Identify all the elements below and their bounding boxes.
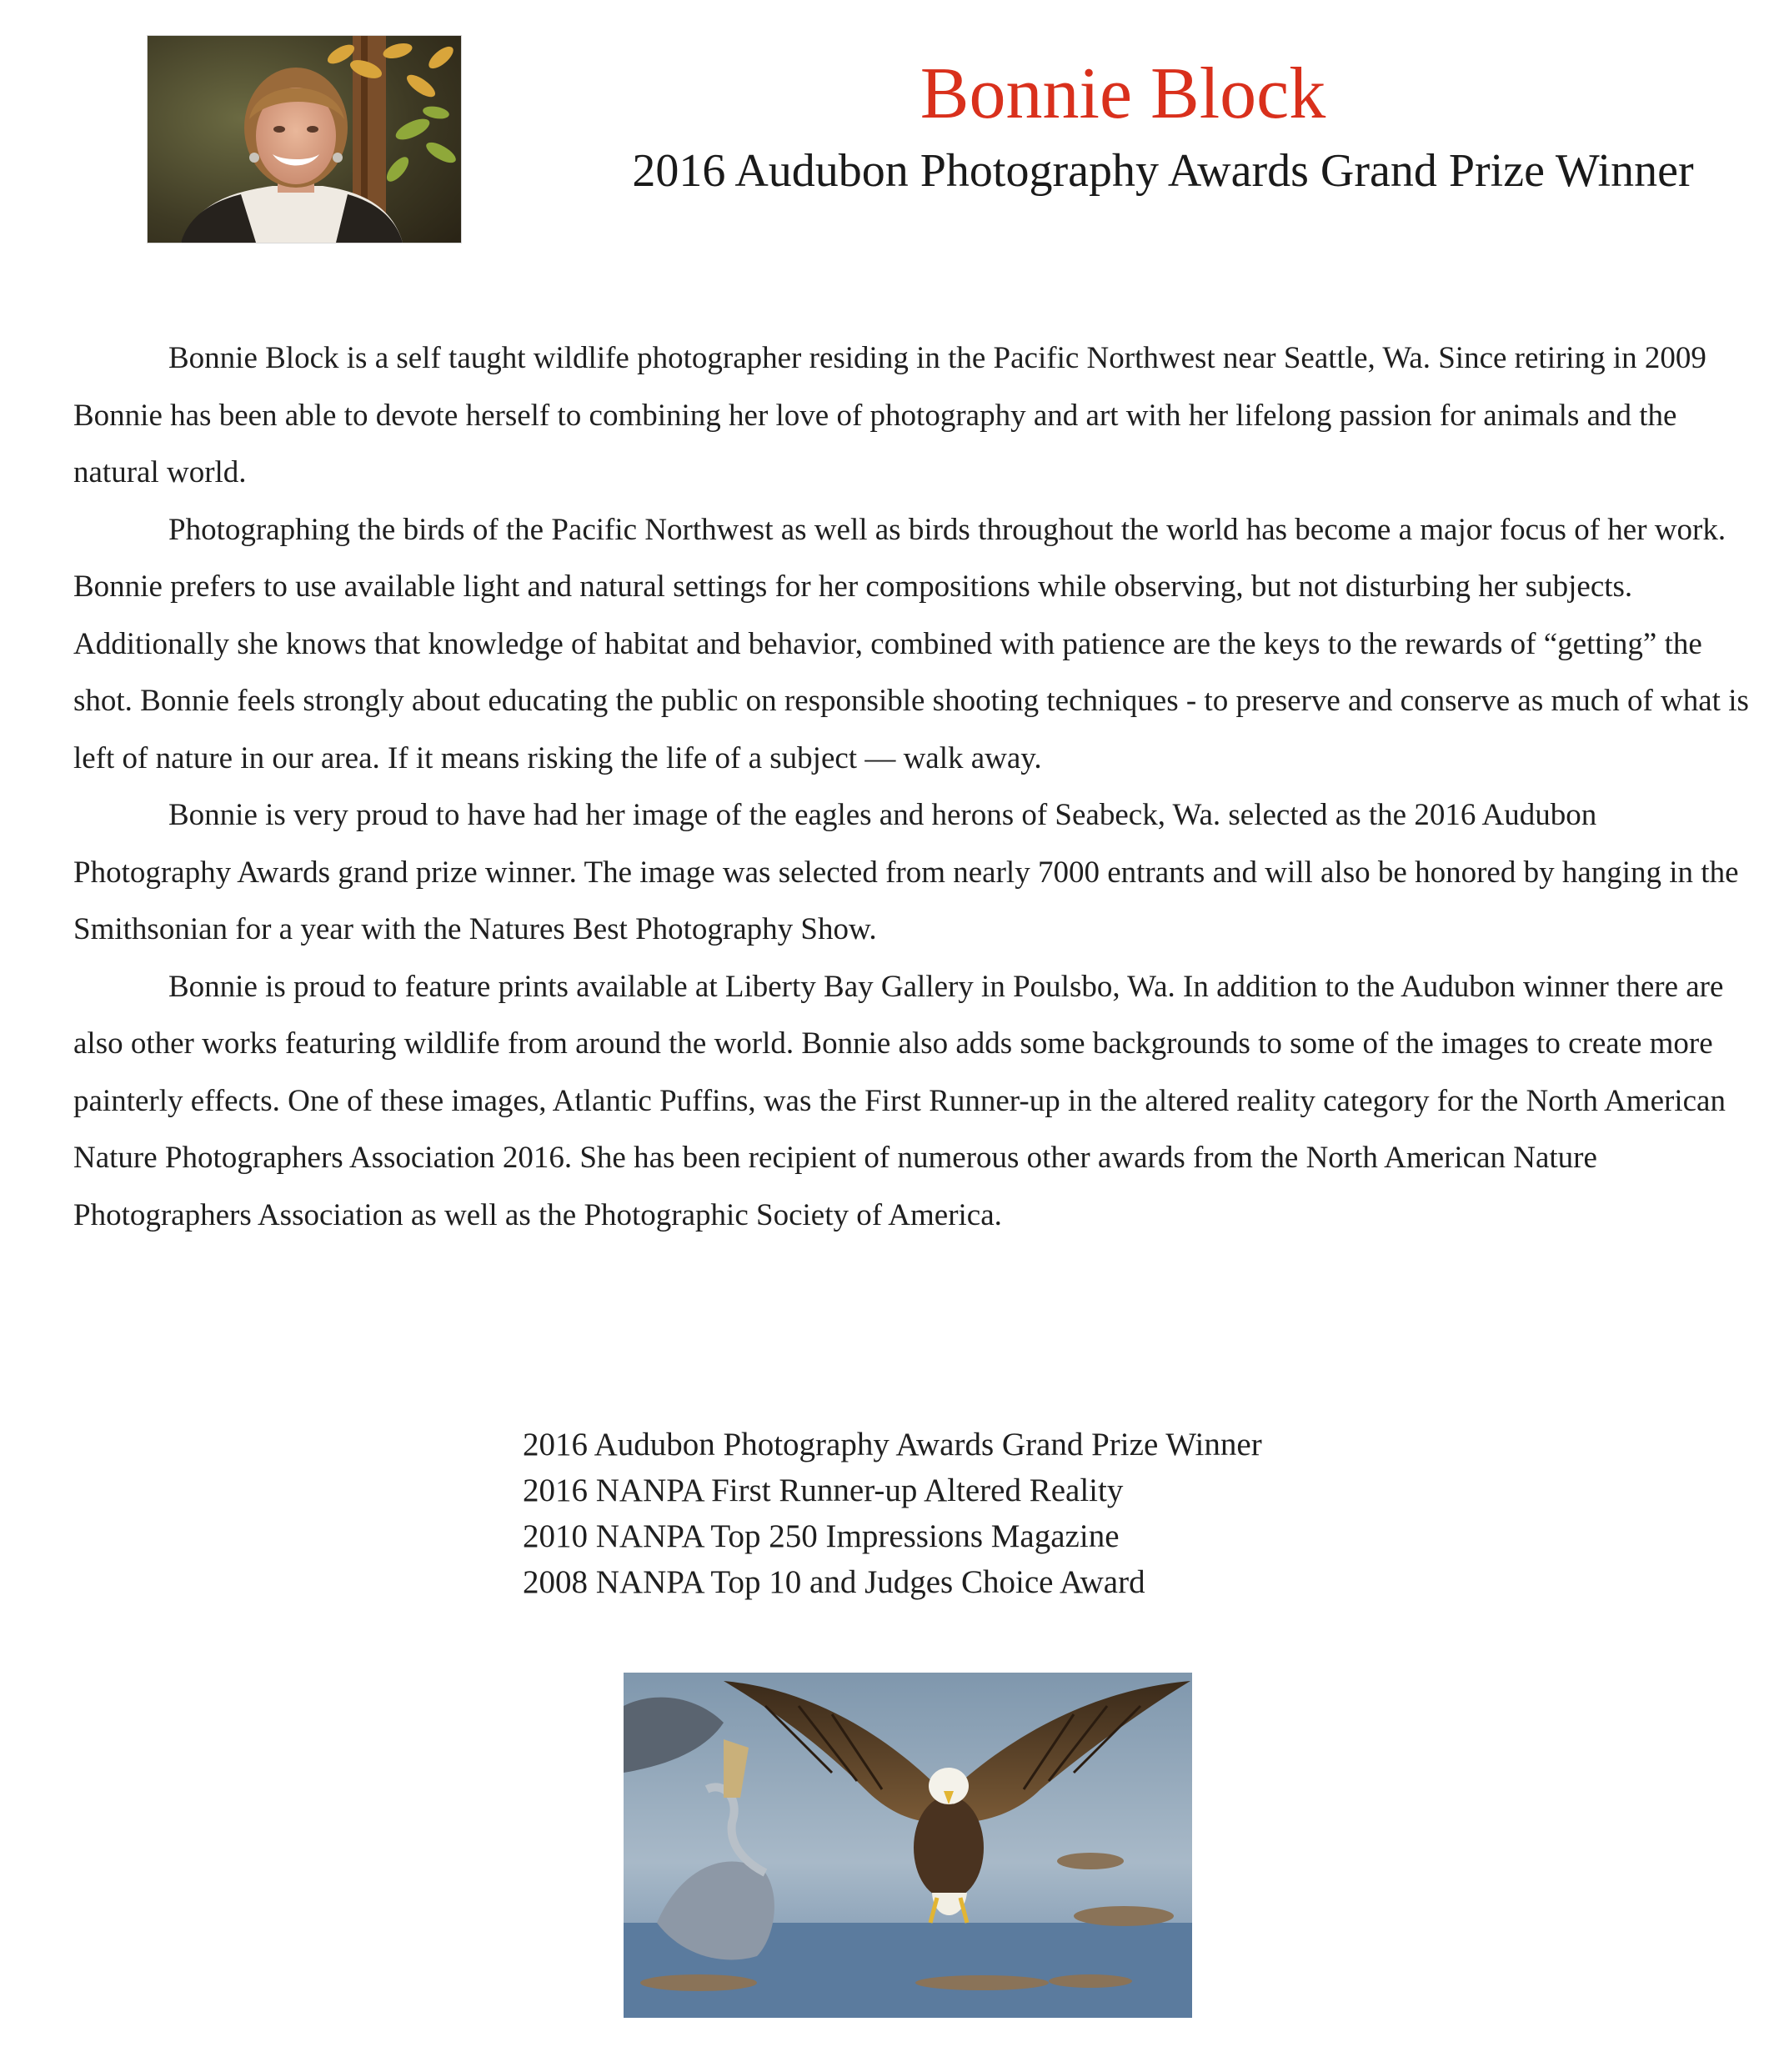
page-title: Bonnie Block xyxy=(920,53,1326,134)
award-item: 2016 NANPA First Runner-up Altered Reality xyxy=(523,1472,1124,1508)
bio-paragraph: Bonnie is very proud to have had her image of the eagles and herons of Seabeck, Wa. selected as the 2016 Audubon Photography Awards grand prize winner. The image was selected from nearly 7000 entrants and will also be honored by hanging in the Smithsonian for a year with the Natures Best Photography Show. xyxy=(73,798,1739,946)
bio-paragraph: Bonnie Block is a self taught wildlife photographer residing in the Pacific Northwest near Seattle, Wa. Since retiring in 2009 Bonnie has been able to devote herself to combining her love of photography and art with her lifelong passion for animals and the natural world. xyxy=(73,341,1706,489)
award-item: 2010 NANPA Top 250 Impressions Magazine xyxy=(523,1518,1120,1554)
bio-paragraph: Bonnie is proud to feature prints available at Liberty Bay Gallery in Poulsbo, Wa. In addition to the Audubon winner there are also other works featuring wildlife from around the world. Bonnie also adds some backgrounds to some of the images to create more painterly effects. One of these images, Atlantic Puffins, was the First Runner-up in the altered reality category for the North American Nature Photographers Association 2016. She has been recipient of numerous other awards from the North American Nature Photographers Association as well as the Photographic Society of America. xyxy=(73,969,1726,1232)
bio-paragraph: Photographing the birds of the Pacific Northwest as well as birds throughout the world has become a major focus of her work. Bonnie prefers to use available light and natural settings for her compositions while observing, but not disturbing her subjects. Additionally she knows that knowledge of habitat and behavior, combined with patience are the keys to the rewards of “getting” the shot. Bonnie feels strongly about educating the public on responsible shooting techniques - to preserve and conserve as much of what is left of nature in our area. If it means risking the life of a subject — walk away. xyxy=(73,512,1749,775)
award-item: 2008 NANPA Top 10 and Judges Choice Award xyxy=(523,1564,1145,1600)
biography xyxy=(73,330,1757,1244)
award-headline: 2016 Audubon Photography Awards Grand Prize Winner xyxy=(632,145,1694,197)
award-item: 2016 Audubon Photography Awards Grand Prize Winner xyxy=(523,1427,1262,1462)
eagle-photo xyxy=(624,1673,1192,2018)
portrait-photo xyxy=(147,35,462,243)
awards-list xyxy=(523,1422,1523,1605)
